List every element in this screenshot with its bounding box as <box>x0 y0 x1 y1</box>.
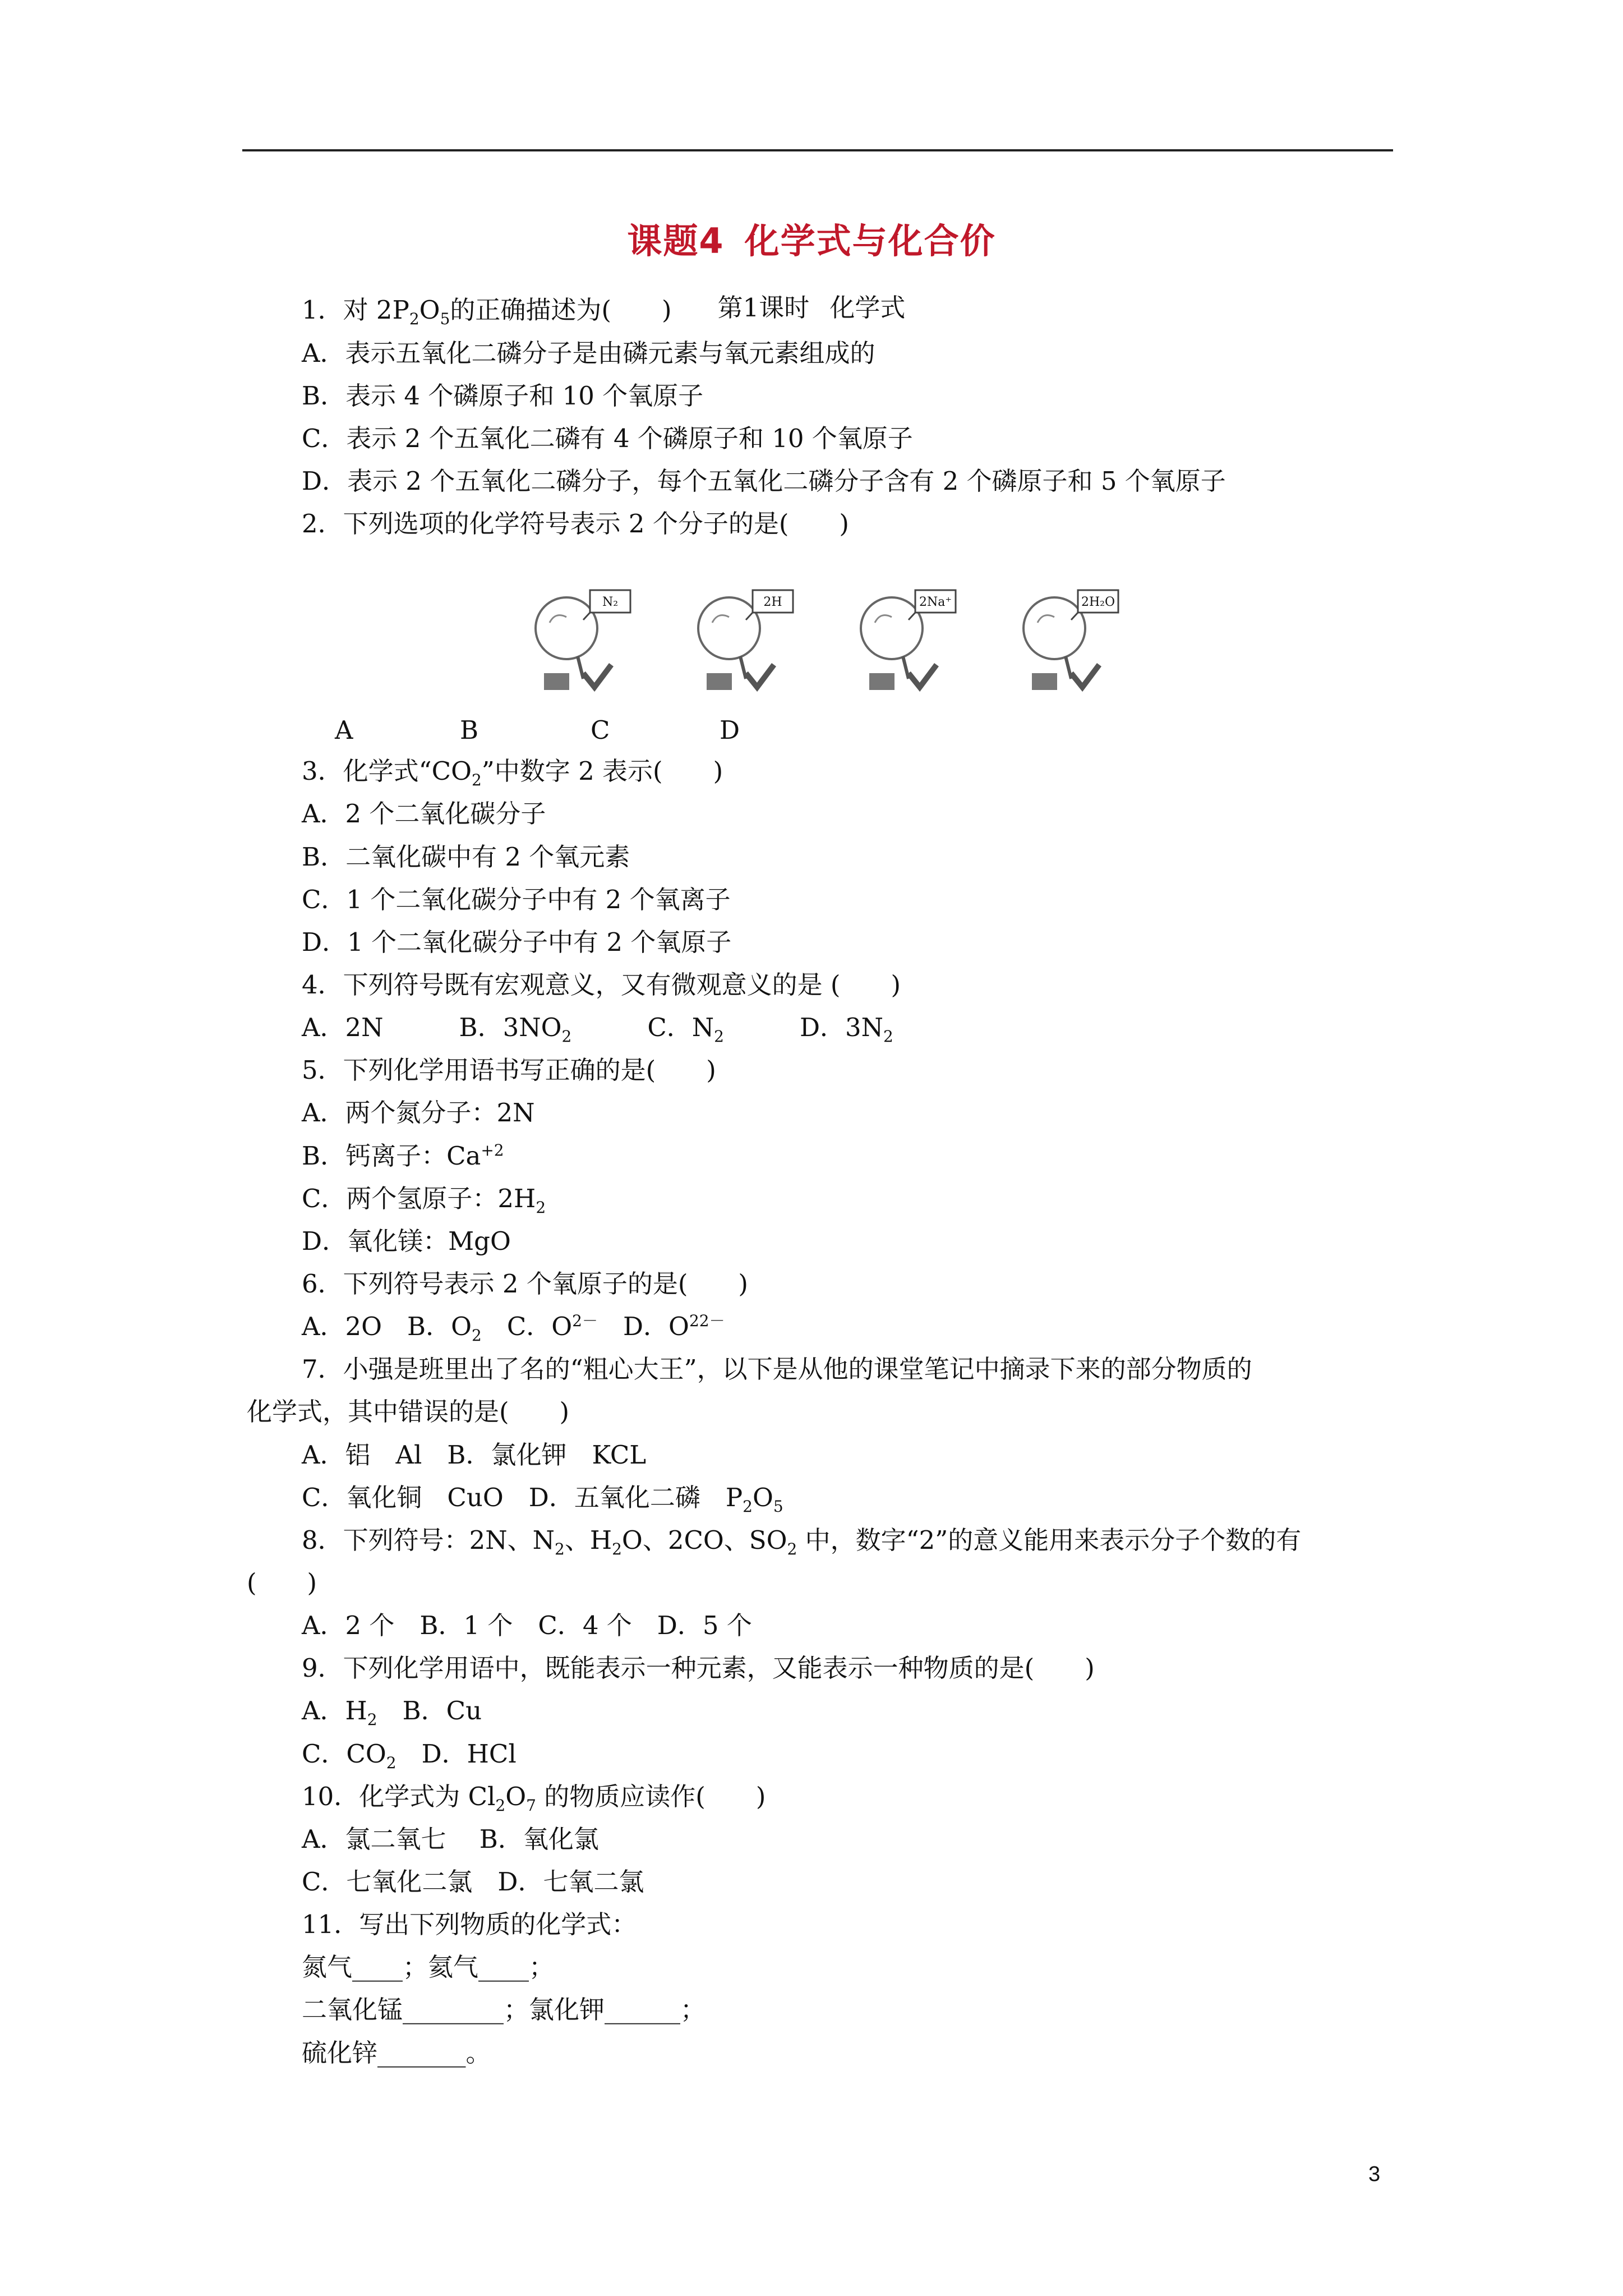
figure-sign-label: 2H₂O <box>1081 595 1115 609</box>
text-line: D．1 个二氧化碳分子中有 2 个氧原子 <box>302 927 732 957</box>
text-line: A．$H_2$ B．Cu <box>302 1696 482 1729</box>
text-line: 8．下列符号：2N、$N_2$、$H_2O$、2CO、$SO_2$ 中，数字“2”的意义能用来表示分子个数的有 <box>302 1525 1302 1558</box>
text-line: A．两个氮分子：2N <box>302 1098 535 1128</box>
text-line: 2．下列选项的化学符号表示 2 个分子的是( ) <box>302 509 849 539</box>
text-line: ( ) <box>247 1568 317 1598</box>
text-line: 5．下列化学用语书写正确的是( ) <box>302 1055 716 1085</box>
page-subtitle <box>0 287 1623 328</box>
text-line: A．氯二氧七 B．氧化氯 <box>302 1824 599 1854</box>
header-rule <box>242 149 1393 151</box>
text-line: 3．化学式“$CO_2$”中数字 2 表示( ) <box>302 756 723 789</box>
figure-letter-c: C <box>591 715 610 745</box>
question2-figure <box>527 589 1144 701</box>
text-line: 6．下列符号表示 2 个氧原子的是( ) <box>302 1269 748 1299</box>
text-line: 4．下列符号既有宏观意义，又有微观意义的是 ( ) <box>302 970 901 1000</box>
text-line: A．铝 Al B．氯化钾 KCL <box>302 1440 647 1470</box>
figure-letter-b: B <box>460 715 479 745</box>
figure-letter-d: D <box>720 715 740 745</box>
text-line: C．$CO_2$ D．HCl <box>302 1739 517 1772</box>
text-line: D．氧化镁：MgO <box>302 1226 511 1256</box>
text-line: A．2 个二氧化碳分子 <box>302 799 546 829</box>
text-line: 11．写出下列物质的化学式： <box>302 1910 637 1939</box>
text-line: 9．下列化学用语中，既能表示一种元素，又能表示一种物质的是( ) <box>302 1653 1095 1683</box>
text-line: C．七氧化二氯 D．七氧二氯 <box>302 1867 644 1897</box>
figure-option-c <box>852 589 970 701</box>
text-line: B．二氧化碳中有 2 个氧元素 <box>302 842 630 872</box>
molecule-cartoon-icon <box>852 589 970 701</box>
text-line: D．表示 2 个五氧化二磷分子，每个五氧化二磷分子含有 2 个磷原子和 5 个氧原子 <box>302 466 1226 496</box>
text-line: 硫化锌_______。 <box>302 2038 491 2068</box>
text-line: C．1 个二氧化碳分子中有 2 个氧离子 <box>302 885 731 914</box>
figure-sign-label: 2H <box>763 595 782 609</box>
text-line: A．2O B．$O_2$ C．$O^{2-}$ D．$O^{22-}$ <box>302 1312 725 1345</box>
title-part1: 课题4 <box>627 220 725 261</box>
figure-letter-a: A <box>335 715 353 745</box>
text-line: 二氧化锰________；氯化钾______； <box>302 1995 706 2024</box>
text-line: 10．化学式为 $Cl_2O_7$ 的物质应读作( ) <box>302 1782 766 1815</box>
figure-sign-label: N₂ <box>602 595 619 609</box>
text-line: A．2 个 B．1 个 C．4 个 D．5 个 <box>302 1611 752 1640</box>
title-part2: 化学式与化合价 <box>744 220 996 261</box>
subtitle-part2: 化学式 <box>829 293 906 323</box>
text-line: C．表示 2 个五氧化二磷有 4 个磷原子和 10 个氧原子 <box>302 424 913 453</box>
figure-option-d <box>1015 589 1133 701</box>
text-line: A．表示五氧化二磷分子是由磷元素与氧元素组成的 <box>302 338 875 368</box>
text-line: B．钙离子：$Ca^{+2}$ <box>302 1141 504 1171</box>
text-line: 7．小强是班里出了名的“粗心大王”，以下是从他的课堂笔记中摘录下来的部分物质的 <box>302 1354 1252 1384</box>
page-title <box>0 213 1623 263</box>
text-line: 化学式，其中错误的是( ) <box>247 1397 570 1427</box>
text-line: 1．对 $2P_2O_5$的正确描述为( ) <box>302 295 672 328</box>
text-line: B．表示 4 个磷原子和 10 个氧原子 <box>302 381 704 411</box>
text-line: 氮气____；氦气____； <box>302 1952 555 1982</box>
figure-option-a <box>527 589 645 701</box>
figure-option-b <box>690 589 808 701</box>
page-number: 3 <box>1368 2162 1381 2186</box>
subtitle-part1: 第1课时 <box>717 293 810 323</box>
molecule-cartoon-icon <box>1015 589 1133 701</box>
molecule-cartoon-icon <box>527 589 645 701</box>
molecule-cartoon-icon <box>690 589 808 701</box>
text-line: C．两个氢原子：$2H_2$ <box>302 1184 546 1217</box>
figure-sign-label: 2Na⁺ <box>919 595 952 609</box>
text-line: A．2N B．$3NO_2$ C．$N_2$ D．$3N_2$ <box>302 1013 893 1046</box>
text-line: C．氧化铜 CuO D．五氧化二磷 $P_2O_5$ <box>302 1483 783 1516</box>
